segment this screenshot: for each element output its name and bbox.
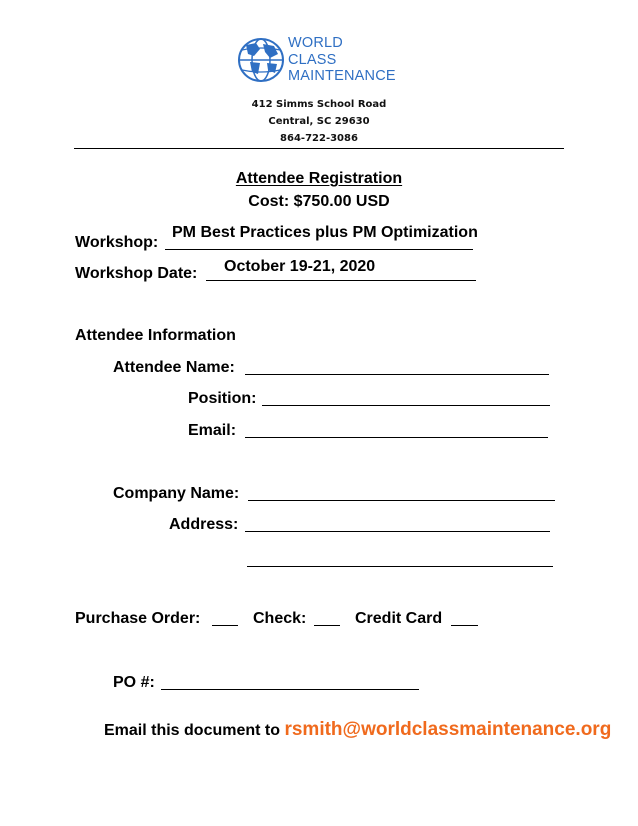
workshop-field[interactable] (165, 249, 473, 250)
attendee-section-title: Attendee Information (75, 327, 236, 344)
check-checkbox[interactable] (314, 625, 340, 626)
header-divider (74, 148, 564, 149)
logo-line-2: CLASS (288, 51, 337, 68)
globe-icon (236, 36, 286, 84)
footer-instruction (104, 719, 611, 741)
email-field[interactable] (245, 437, 548, 438)
po-number-field[interactable] (161, 689, 419, 690)
email-label: Email: (188, 422, 237, 439)
cost-text: Cost: $750.00 USD (248, 193, 390, 210)
logo-line-3: MAINTENANCE (288, 68, 396, 84)
po-number-label: PO #: (113, 674, 155, 691)
position-label: Position: (188, 390, 257, 407)
address-city: Central, SC 29630 (268, 116, 370, 127)
workshop-date-label: Workshop Date: (75, 265, 198, 282)
workshop-value: PM Best Practices plus PM Optimization (172, 224, 478, 241)
workshop-label: Workshop: (75, 234, 159, 251)
workshop-date-value: October 19-21, 2020 (224, 258, 376, 275)
address-label: Address: (169, 516, 239, 533)
attendee-name-label: Attendee Name: (113, 359, 235, 376)
company-name-label: Company Name: (113, 485, 240, 502)
position-field[interactable] (262, 405, 550, 406)
footer-text: Email this document to (104, 722, 281, 739)
purchase-order-label: Purchase Order: (75, 610, 201, 627)
credit-card-checkbox[interactable] (451, 625, 478, 626)
credit-card-label: Credit Card (355, 610, 443, 627)
workshop-date-field[interactable] (206, 280, 476, 281)
company-logo-text (288, 35, 396, 85)
address-phone: 864-722-3086 (280, 133, 358, 144)
logo-line-1: WORLD (288, 35, 343, 51)
address-field-line-1[interactable] (245, 531, 550, 532)
attendee-name-field[interactable] (245, 374, 549, 375)
company-name-field[interactable] (248, 500, 555, 501)
address-field-line-2[interactable] (247, 566, 553, 567)
address-street: 412 Simms School Road (251, 99, 387, 110)
contact-email-link[interactable]: rsmith@worldclassmaintenance.org (284, 719, 612, 740)
check-label: Check: (253, 610, 307, 627)
page-title: Attendee Registration (235, 170, 403, 187)
purchase-order-checkbox[interactable] (212, 625, 238, 626)
